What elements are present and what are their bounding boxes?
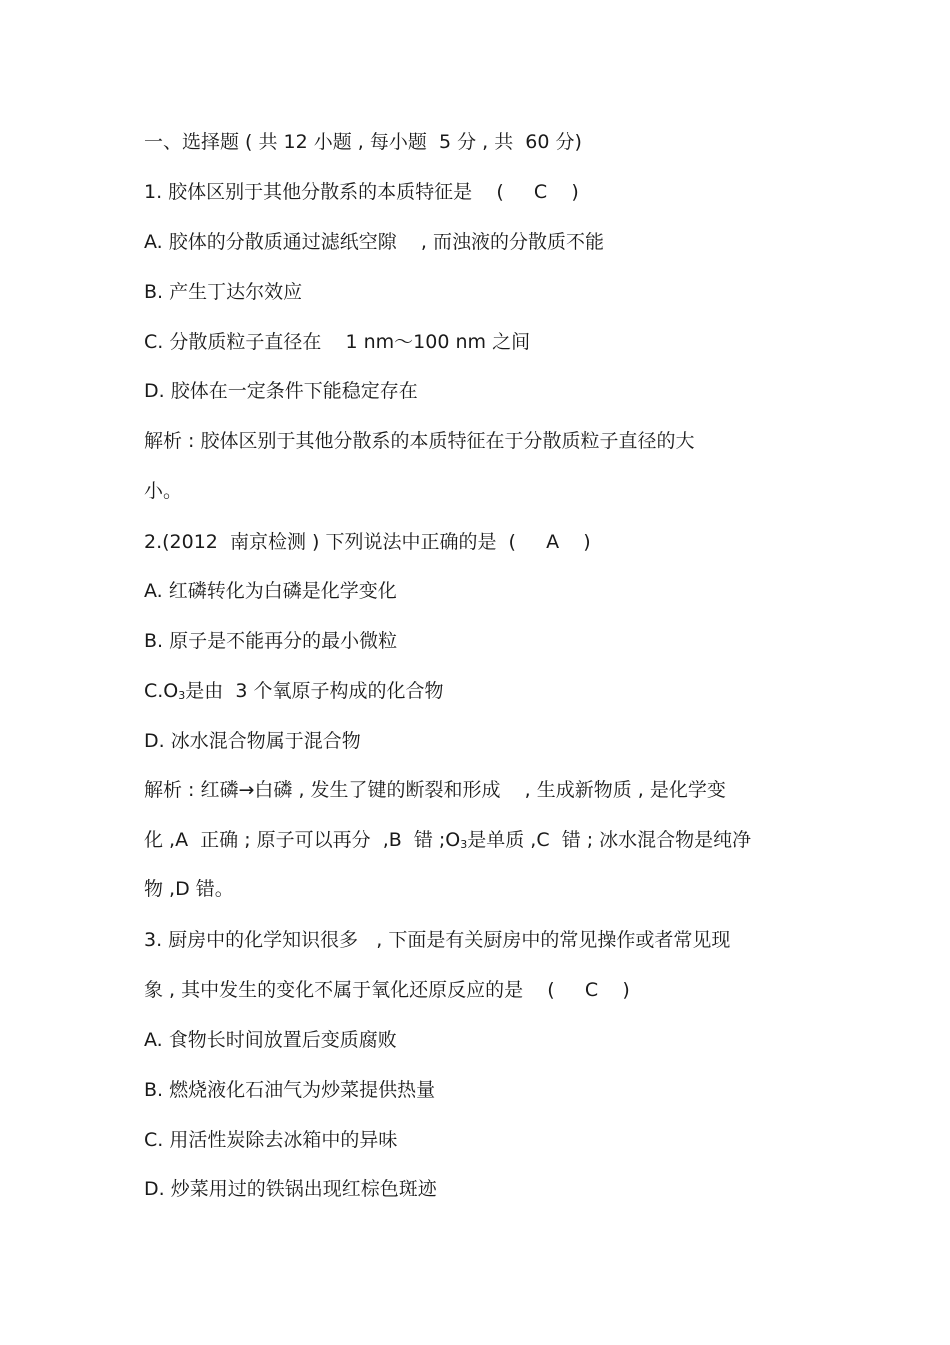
question-3-option-c: C. 用活性炭除去冰箱中的异味 — [144, 1129, 398, 1151]
question-2-option-c-prefix: C.O — [144, 680, 179, 702]
question-3-option-d: D. 炒菜用过的铁锅出现红棕色斑迹 — [144, 1178, 437, 1200]
section-header: 一、选择题 ( 共 12 小题 , 每小题 5 分 , 共 60 分) — [144, 131, 582, 153]
question-1-option-a: A. 胶体的分散质通过滤纸空隙 , 而浊液的分散质不能 — [144, 231, 604, 253]
question-2-option-d: D. 冰水混合物属于混合物 — [144, 730, 361, 752]
question-3-option-b: B. 燃烧液化石油气为炒菜提供热量 — [144, 1079, 436, 1101]
question-2-option-c-suffix: 是由 3 个氧原子构成的化合物 — [185, 680, 444, 702]
question-2-analysis-line-2-subscript: 3 — [460, 838, 468, 851]
question-1-analysis-line-1: 解析 : 胶体区别于其他分散系的本质特征在于分散质粒子直径的大 — [144, 430, 695, 452]
question-2-option-c-subscript: 3 — [178, 689, 186, 702]
question-3-stem-line-1: 3. 厨房中的化学知识很多 , 下面是有关厨房中的常见操作或者常见现 — [144, 929, 731, 951]
question-1-option-b: B. 产生丁达尔效应 — [144, 281, 303, 303]
question-2-analysis-line-2-suffix: 是单质 ,C 错 ; 冰水混合物是纯净 — [467, 829, 752, 851]
question-2-option-c — [144, 678, 443, 709]
question-1-option-c: C. 分散质粒子直径在 1 nm～100 nm 之间 — [144, 331, 531, 353]
question-2-option-b: B. 原子是不能再分的最小微粒 — [144, 630, 398, 652]
question-1-analysis-line-2: 小。 — [144, 480, 183, 502]
question-2-analysis-line-2 — [144, 827, 751, 858]
question-2-analysis-line-1: 解析 : 红磷→白磷 , 发生了键的断裂和形成 , 生成新物质 , 是化学变 — [144, 779, 726, 801]
question-2-option-a: A. 红磷转化为白磷是化学变化 — [144, 580, 397, 602]
question-1-stem: 1. 胶体区别于其他分散系的本质特征是 ( C ) — [144, 181, 579, 203]
question-2-stem: 2.(2012 南京检测 ) 下列说法中正确的是 ( A ) — [144, 531, 591, 553]
question-1-option-d: D. 胶体在一定条件下能稳定存在 — [144, 380, 418, 402]
question-2-analysis-line-2-prefix: 化 ,A 正确 ; 原子可以再分 ,B 错 ;O — [144, 829, 461, 851]
question-3-option-a: A. 食物长时间放置后变质腐败 — [144, 1029, 397, 1051]
question-2-analysis-line-3: 物 ,D 错。 — [144, 878, 234, 900]
question-3-stem-line-2: 象 , 其中发生的变化不属于氧化还原反应的是 ( C ) — [144, 979, 630, 1001]
